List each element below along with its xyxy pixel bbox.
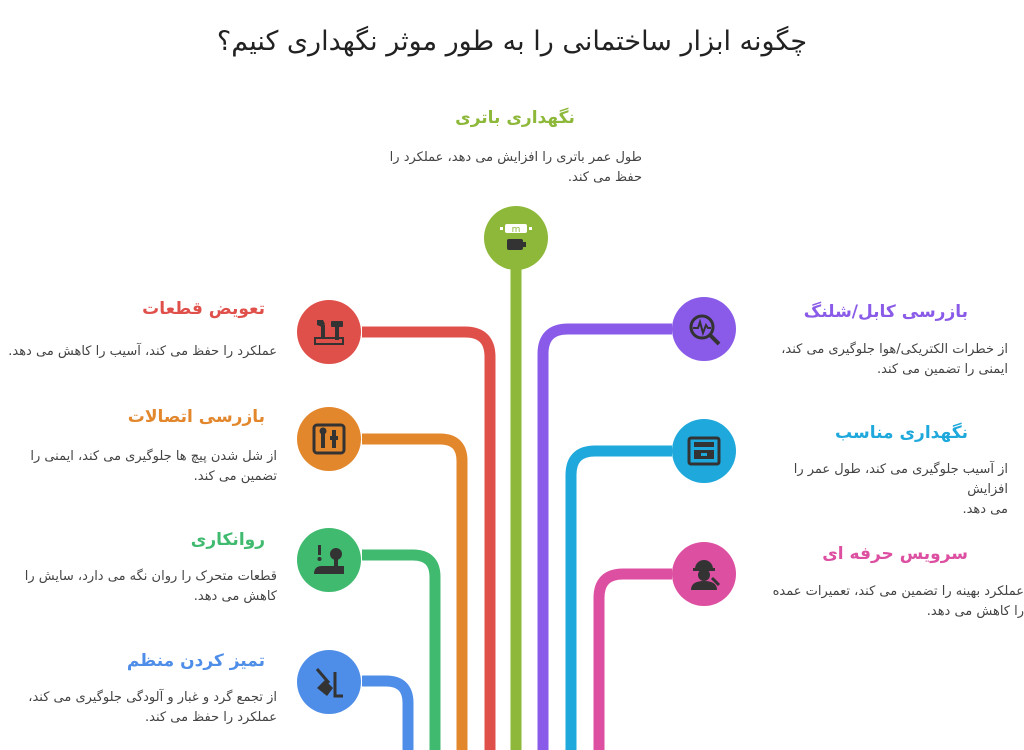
line-cleaning	[362, 681, 408, 750]
cleaning-desc-line2: عملکرد را حفظ می کند.	[145, 710, 277, 725]
broom-icon	[309, 662, 349, 702]
cleaning-heading: تمیز کردن منظم	[126, 651, 265, 671]
storage-heading: نگهداری مناسب	[835, 423, 968, 443]
magnifier-icon	[684, 309, 724, 349]
cable-heading: بازرسی کابل/شلنگ	[803, 302, 968, 322]
cleaning-description	[0, 688, 277, 728]
cable-node	[672, 297, 736, 361]
connections-description	[8, 447, 277, 487]
svg-text:m: m	[511, 225, 521, 235]
lubrication-description	[8, 567, 277, 607]
cable-desc-line2: ایمنی را تضمین می کند.	[876, 362, 1008, 377]
replace-heading: تعویض قطعات	[142, 299, 265, 319]
cleaning-desc-line1: از تجمع گرد و غبار و آلودگی جلوگیری می کند،	[28, 690, 277, 705]
service-heading: سرویس حرفه ای	[822, 544, 968, 564]
replace-node	[297, 300, 361, 364]
service-desc-line2: را کاهش می دهد.	[926, 604, 1024, 619]
battery-icon	[496, 218, 536, 258]
oil-can-icon	[309, 540, 349, 580]
service-node	[672, 542, 736, 606]
connections-desc-line1: از شل شدن پیچ ها جلوگیری می کند، ایمنی را	[30, 449, 277, 464]
battery-desc-line2: حفظ می کند.	[567, 170, 642, 185]
line-service	[599, 574, 672, 750]
page-title: چگونه ابزار ساختمانی را به طور موثر نگهداری کنیم؟	[216, 26, 808, 57]
cable-description	[762, 340, 1008, 380]
battery-node	[484, 206, 548, 270]
battery-description	[380, 148, 642, 188]
lubrication-heading: روانکاری	[190, 530, 265, 550]
lubrication-desc-line2: کاهش می دهد.	[193, 589, 277, 604]
line-lubrication	[362, 555, 435, 750]
line-storage	[571, 451, 672, 750]
worker-icon	[684, 554, 724, 594]
lubrication-desc-line1: قطعات متحرک را روان نگه می دارد، سایش را	[24, 569, 277, 584]
service-description	[762, 582, 1024, 622]
replace-desc-line1: عملکرد را حفظ می کند، آسیب را کاهش می دهد.	[8, 344, 277, 359]
toolbox-icon	[309, 419, 349, 459]
lubrication-node	[297, 528, 361, 592]
storage-desc-line1: از آسیب جلوگیری می کند، طول عمر را افزایش	[793, 462, 1008, 497]
cleaning-node	[297, 650, 361, 714]
storage-box-icon	[684, 431, 724, 471]
storage-desc-line2: می دهد.	[962, 502, 1008, 517]
battery-heading: نگهداری باتری	[455, 108, 575, 128]
connections-desc-line2: تضمین می کند.	[193, 469, 277, 484]
line-replace	[362, 332, 490, 750]
service-desc-line1: عملکرد بهینه را تضمین می کند، تعمیرات عمده	[772, 584, 1024, 599]
storage-description	[762, 460, 1008, 520]
connections-node	[297, 407, 361, 471]
line-cable	[543, 329, 672, 750]
cable-desc-line1: از خطرات الکتریکی/هوا جلوگیری می کند،	[781, 342, 1008, 357]
battery-desc-line1: طول عمر باتری را افزایش می دهد، عملکرد را	[389, 150, 642, 165]
replace-description	[0, 342, 277, 362]
storage-node	[672, 419, 736, 483]
tools-icon	[309, 312, 349, 352]
connections-heading: بازرسی اتصالات	[127, 407, 265, 427]
